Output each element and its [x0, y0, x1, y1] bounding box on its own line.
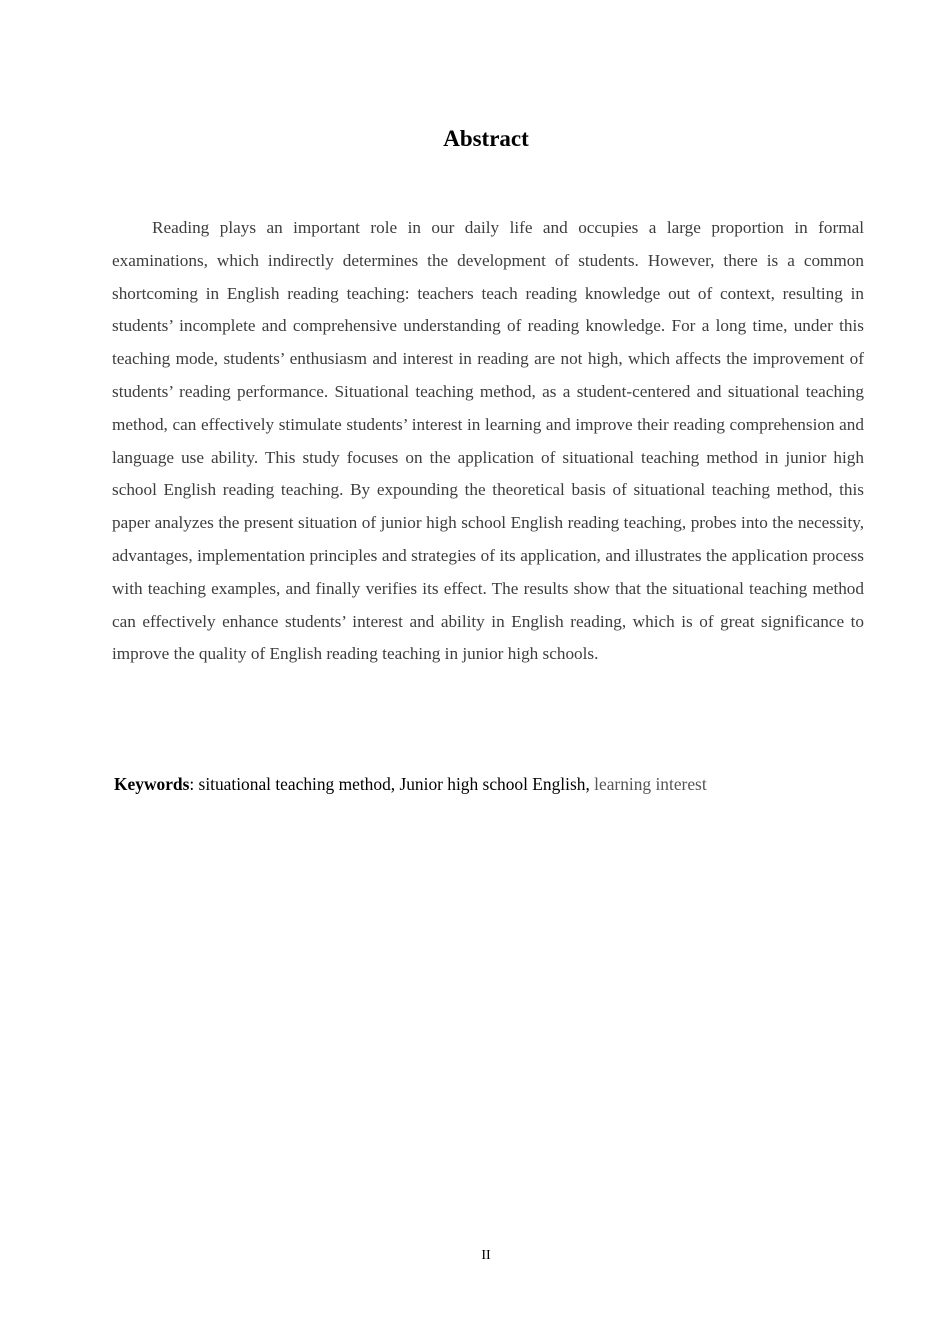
page-number: II [481, 1248, 491, 1263]
keywords-last-term: learning interest [594, 774, 707, 794]
keywords-main-terms: situational teaching method, Junior high school English, [198, 774, 595, 794]
keywords-separator: : [189, 774, 199, 794]
keywords-line [114, 770, 874, 798]
abstract-paragraph: Reading plays an important role in our daily life and occupies a large proportion in formal examinations, which indirectly determines the development of students. However, there is a common shortcoming in English reading teaching: teachers teach reading knowledge out of context, resulting in students’ incomplete and comprehensive understanding of reading knowledge. For a long time, under this teaching mode, students’ enthusiasm and interest in reading are not high, which affects the improvement of students’ reading performance. Situational teaching method, as a student-centered and situational teaching method, can effectively stimulate students’ interest in learning and improve their reading comprehension and language use ability. This study focuses on the application of situational teaching method in junior high school English reading teaching. By expounding the theoretical basis of situational teaching method, this paper analyzes the present situation of junior high school English reading teaching, probes into the necessity, advantages, implementation principles and strategies of its application, and illustrates the application process with teaching examples, and finally verifies its effect. The results show that the situational teaching method can effectively enhance students’ interest and ability in English reading, which is of great significance to improve the quality of English reading teaching in junior high schools. [112, 218, 864, 664]
page-title: Abstract [443, 126, 529, 151]
keywords-label: Keywords [114, 774, 190, 794]
